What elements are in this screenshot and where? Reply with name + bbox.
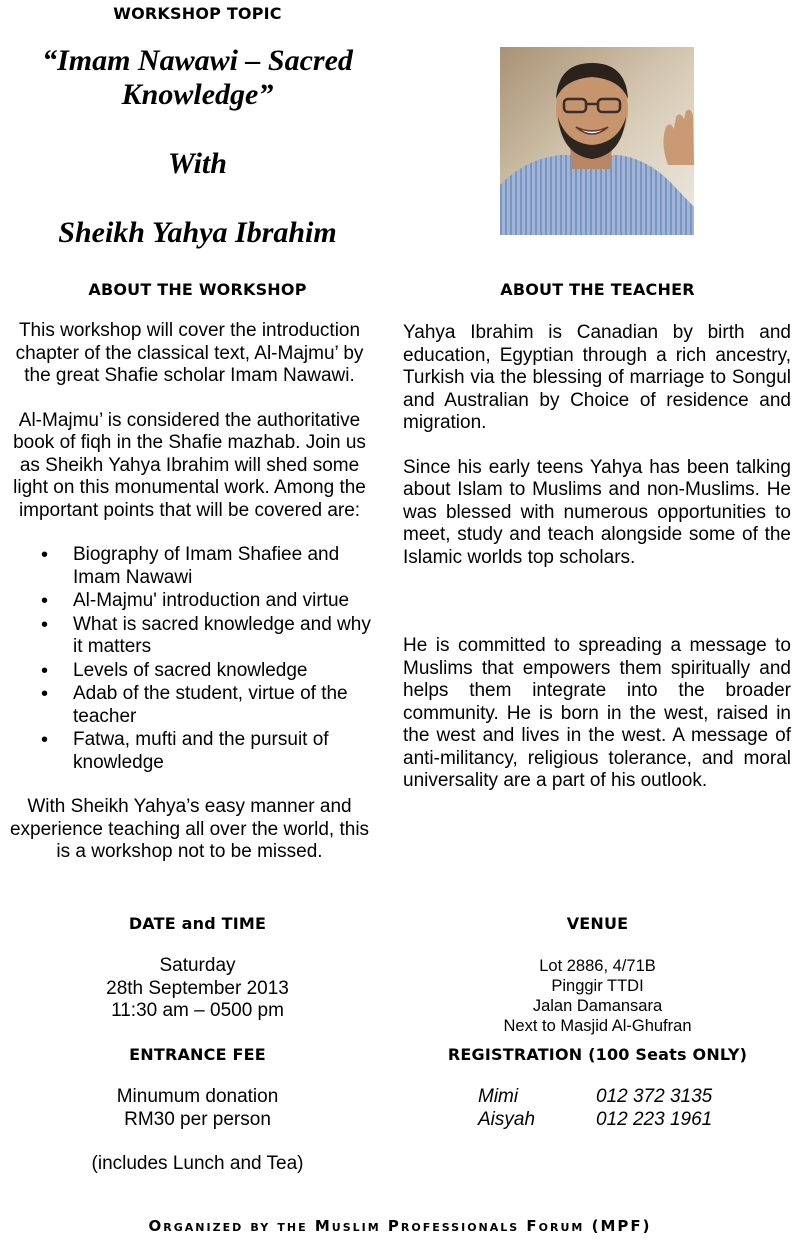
- list-item: • Adab of the student, virtue of the teacher: [37, 683, 382, 728]
- teacher-early-paragraph: Since his early teens Yahya has been talking about Islam to Muslims and non-Muslims. He was blessed with numerous opportunities to meet, study and teach alongside some of the Islamic worlds top scholars.: [403, 456, 791, 568]
- venue-line: Next to Masjid Al-Ghufran: [503, 1017, 692, 1035]
- about-workshop-heading: ABOUT THE WORKSHOP: [88, 280, 307, 299]
- teacher-message-paragraph: He is committed to spreading a message to Muslims that empowers them spiritually and helps them integrate into the broader community. He is born in the west, raised in the west and lives in the west. A message of anti-militancy, religious tolerance, and moral universality are a part of his outlook.: [403, 635, 791, 791]
- table-row: [478, 1109, 778, 1132]
- contact-name: Aisyah: [478, 1108, 536, 1130]
- speaker-name: Sheikh Yahya Ibrahim: [58, 216, 337, 249]
- title-line-1: “Imam Nawawi – Sacred: [42, 44, 353, 77]
- workshop-closing-paragraph: With Sheikh Yahya’s easy manner and experience teaching all over the world, this is a workshop not to be missed.: [9, 796, 370, 862]
- list-item: • Al-Majmu' introduction and virtue: [37, 590, 382, 613]
- venue-line: Jalan Damansara: [532, 997, 663, 1015]
- organizer-footer: Organized by the Muslim Professionals Forum (MPF): [148, 1217, 652, 1235]
- venue-line: Lot 2886, 4/71B: [539, 957, 656, 975]
- fee-note: (includes Lunch and Tea): [91, 1153, 304, 1174]
- title-line-2: Knowledge”: [121, 78, 274, 111]
- about-workshop-section: [7, 320, 372, 886]
- contact-phone: 012 372 3135: [596, 1086, 713, 1107]
- list-item: • Biography of Imam Shafiee and Imam Nawawi: [37, 544, 382, 589]
- registration-heading: REGISTRATION (100 Seats ONLY): [447, 1045, 748, 1064]
- venue-line: Pinggir TTDI: [551, 977, 644, 995]
- registration-contacts: [478, 1086, 778, 1131]
- fee-line: RM30 per person: [124, 1108, 271, 1130]
- workshop-points-list: [37, 544, 382, 774]
- fee-line: Minumum donation: [116, 1086, 279, 1107]
- event-date: 28th September 2013: [106, 977, 289, 999]
- speaker-portrait-image: [500, 47, 694, 235]
- contact-name: Mimi: [478, 1086, 519, 1107]
- workshop-description-paragraph: Al-Majmu’ is considered the authoritative book of fiqh in the Shafie mazhab. Join us as Sheikh Yahya Ibrahim will shed some light on this monumental work. Among the important points that will be covered are:: [13, 409, 366, 521]
- list-item: • Levels of sacred knowledge: [37, 660, 382, 683]
- about-teacher-section: [403, 322, 791, 815]
- contact-phone: 012 223 1961: [596, 1108, 713, 1130]
- event-day: Saturday: [159, 955, 236, 976]
- teacher-bio-paragraph: Yahya Ibrahim is Canadian by birth and education, Egyptian through a rich ancestry, Turkish via the blessing of marriage to Songul and Australian by Choice of residence and migration.: [403, 322, 791, 433]
- venue-heading: VENUE: [566, 914, 629, 933]
- date-time-details: [0, 955, 395, 1023]
- workshop-topic-label: WORKSHOP TOPIC: [113, 4, 282, 23]
- event-time: 11:30 am – 0500 pm: [111, 1000, 284, 1021]
- about-teacher-heading: ABOUT THE TEACHER: [500, 280, 695, 299]
- entrance-fee-details: [0, 1086, 395, 1176]
- list-item: • What is sacred knowledge and why it matters: [37, 614, 382, 659]
- venue-address: [400, 956, 795, 1036]
- with-label: With: [168, 147, 227, 180]
- date-time-heading: DATE and TIME: [128, 914, 267, 933]
- table-row: [478, 1086, 778, 1109]
- speaker-photo: [500, 47, 694, 235]
- workshop-title: [0, 44, 395, 112]
- list-item: • Fatwa, mufti and the pursuit of knowledge: [37, 729, 382, 774]
- workshop-intro-paragraph: This workshop will cover the introduction chapter of the classical text, Al-Majmu’ by the great Shafie scholar Imam Nawawi.: [15, 320, 364, 386]
- entrance-fee-heading: ENTRANCE FEE: [129, 1045, 266, 1064]
